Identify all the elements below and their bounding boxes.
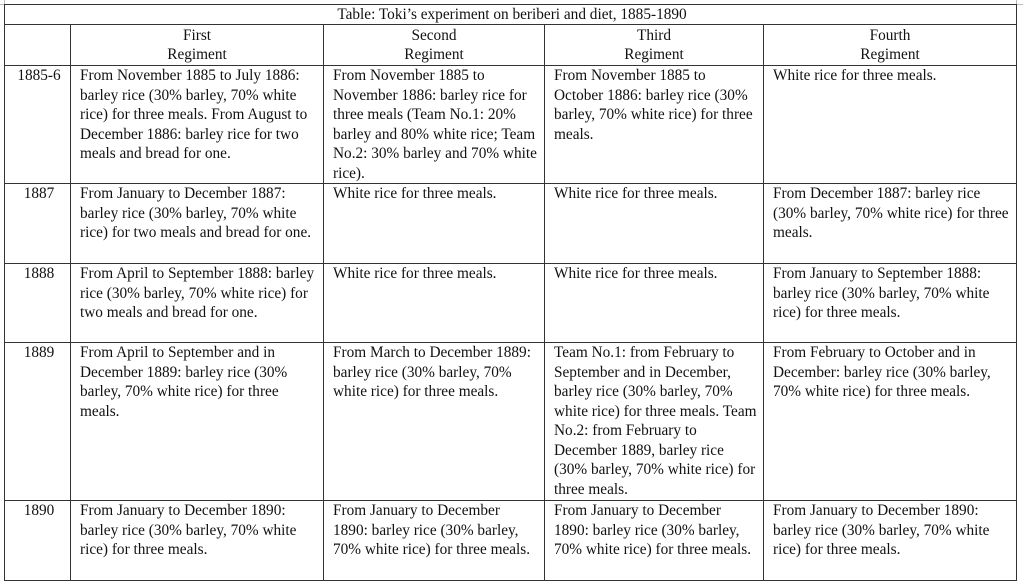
header-year-blank bbox=[5, 25, 71, 66]
table-row bbox=[5, 66, 1017, 184]
table-row bbox=[5, 184, 1017, 264]
second-regiment-cell: From November 1885 to November 1886: barley rice for three meals (Team No.1: 20% barley and 80% white rice; Team No.2: 30% barley and 70% white rice). bbox=[324, 66, 545, 184]
header-line: Fourth bbox=[869, 26, 911, 44]
first-regiment-cell: From November 1885 to July 1886: barley rice (30% barley, 70% white rice) for three meals. From August to December 1886: barley rice for two meals and bread for one. bbox=[71, 66, 324, 184]
diet-experiment-table bbox=[4, 4, 1017, 581]
third-regiment-cell: Team No.1: from February to September and in December, barley rice (30% barley, 70% white rice) for three meals. Team No.2: from February to December 1889, barley rice (30% barley, 70% white rice) for three meals. bbox=[545, 343, 764, 501]
first-regiment-cell: From April to September 1888: barley rice (30% barley, 70% white rice) for two meals and bread for one. bbox=[71, 264, 324, 343]
year-cell: 1887 bbox=[5, 184, 71, 264]
year-cell: 1885-6 bbox=[5, 66, 71, 184]
header-second-regiment bbox=[324, 25, 545, 66]
table-row bbox=[5, 343, 1017, 501]
fourth-regiment-cell: From January to December 1890: barley rice (30% barley, 70% white rice) for three meals. bbox=[764, 501, 1017, 581]
header-line: First bbox=[182, 26, 212, 44]
first-regiment-cell: From January to December 1887: barley rice (30% barley, 70% white rice) for two meals and bread for one. bbox=[71, 184, 324, 264]
first-regiment-cell: From April to September and in December 1889: barley rice (30% barley, 70% white rice) for three meals. bbox=[71, 343, 324, 501]
table-row bbox=[5, 264, 1017, 343]
third-regiment-cell: White rice for three meals. bbox=[545, 184, 764, 264]
page-corner-mark bbox=[1016, 0, 1023, 5]
header-line: Regiment bbox=[167, 46, 227, 63]
year-cell: 1888 bbox=[5, 264, 71, 343]
first-regiment-cell: From January to December 1890: barley rice (30% barley, 70% white rice) for three meals. bbox=[71, 501, 324, 581]
fourth-regiment-cell: From December 1887: barley rice (30% barley, 70% white rice) for three meals. bbox=[764, 184, 1017, 264]
header-line: Second bbox=[411, 26, 457, 44]
fourth-regiment-cell: White rice for three meals. bbox=[764, 66, 1017, 184]
header-first-regiment bbox=[71, 25, 324, 66]
third-regiment-cell: From January to December 1890: barley rice (30% barley, 70% white rice) for three meals. bbox=[545, 501, 764, 581]
third-regiment-cell: White rice for three meals. bbox=[545, 264, 764, 343]
table-header-row bbox=[5, 25, 1017, 66]
header-line: Regiment bbox=[404, 46, 464, 63]
table-row bbox=[5, 501, 1017, 581]
fourth-regiment-cell: From January to September 1888: barley rice (30% barley, 70% white rice) for three meals. bbox=[764, 264, 1017, 343]
header-line: Regiment bbox=[860, 46, 920, 63]
second-regiment-cell: White rice for three meals. bbox=[324, 184, 545, 264]
fourth-regiment-cell: From February to October and in December: barley rice (30% barley, 70% white rice) for three meals. bbox=[764, 343, 1017, 501]
header-third-regiment bbox=[545, 25, 764, 66]
second-regiment-cell: White rice for three meals. bbox=[324, 264, 545, 343]
table-caption: Table: Toki’s experiment on beriberi and diet, 1885-1890 bbox=[5, 5, 1017, 25]
header-line: Third bbox=[637, 26, 671, 44]
header-line: Regiment bbox=[624, 46, 684, 63]
second-regiment-cell: From January to December 1890: barley rice (30% barley, 70% white rice) for three meals. bbox=[324, 501, 545, 581]
header-fourth-regiment bbox=[764, 25, 1017, 66]
third-regiment-cell: From November 1885 to October 1886: barley rice (30% barley, 70% white rice) for three meals. bbox=[545, 66, 764, 184]
second-regiment-cell: From March to December 1889: barley rice (30% barley, 70% white rice) for three meals. bbox=[324, 343, 545, 501]
year-cell: 1890 bbox=[5, 501, 71, 581]
year-cell: 1889 bbox=[5, 343, 71, 501]
